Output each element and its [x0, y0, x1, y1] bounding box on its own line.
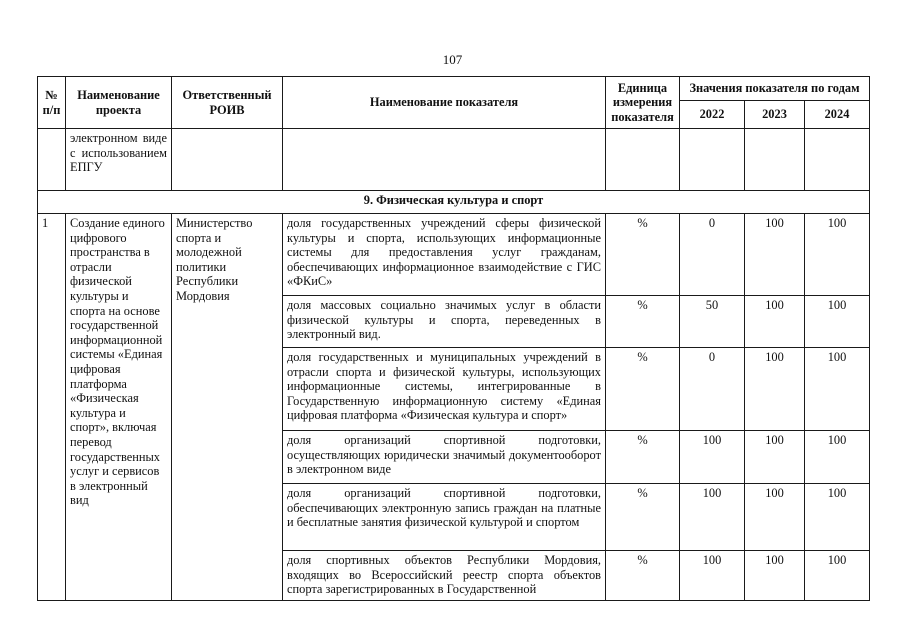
header-year-2022: 2022: [680, 101, 745, 129]
header-values-by-year: Значения показателя по годам: [680, 77, 870, 101]
indicator-name: доля государственных учреждений сферы физической культуры и спорта, использующих информационные системы для предоставления услуг гражданам, обеспечивающих информационное взаимодействие с ГИС «ФКиС»: [283, 214, 606, 296]
indicator-value-2024: 100: [805, 214, 870, 296]
indicator-value-2023: 100: [745, 551, 805, 601]
indicator-unit: %: [606, 551, 680, 601]
indicator-value-2024: 100: [805, 484, 870, 551]
indicator-name: доля организаций спортивной подготовки, осуществляющих юридически значимый документооборот в электронном виде: [283, 431, 606, 484]
indicator-value-2024: 100: [805, 551, 870, 601]
continuation-row: [38, 129, 870, 191]
header-indicator: Наименование показателя: [283, 77, 606, 129]
project-responsible: Министерство спорта и молодежной политики Республики Мордовия: [172, 214, 283, 601]
cell-empty: [606, 129, 680, 191]
indicator-value-2023: 100: [745, 214, 805, 296]
section-row: [38, 191, 870, 214]
indicator-value-2024: 100: [805, 348, 870, 431]
project-name: Создание единого цифрового пространства в отрасли физической культуры и спорта на основе государственной информационной системы «Единая цифровая платформа «Физическая культура и спорт», включая перевод государственных услуг и сервисов в электронный вид: [66, 214, 172, 601]
indicator-unit: %: [606, 296, 680, 348]
indicator-unit: %: [606, 484, 680, 551]
continuation-project-text: электронном виде с использованием ЕПГУ: [66, 129, 172, 191]
indicator-unit: %: [606, 214, 680, 296]
indicator-value-2022: 50: [680, 296, 745, 348]
indicator-value-2022: 0: [680, 214, 745, 296]
indicator-name: доля массовых социально значимых услуг в области физической культуры и спорта, переведенных в электронный вид.: [283, 296, 606, 348]
cell-empty: [38, 129, 66, 191]
indicator-value-2024: 100: [805, 296, 870, 348]
header-unit: Единица измерения показателя: [606, 77, 680, 129]
cell-empty: [745, 129, 805, 191]
indicators-table: [37, 76, 870, 601]
indicator-name: доля государственных и муниципальных учреждений в отрасли спорта и физической культуры, использующих информационные системы, интегрированные в Государственную информационную систему «Единая цифровая платформа «Физическая культура и спорт»: [283, 348, 606, 431]
indicator-value-2023: 100: [745, 431, 805, 484]
header-project: Наименование проекта: [66, 77, 172, 129]
indicator-value-2022: 100: [680, 431, 745, 484]
indicator-unit: %: [606, 348, 680, 431]
indicator-value-2023: 100: [745, 296, 805, 348]
page-number: 107: [442, 52, 463, 67]
header-responsible: Ответственный РОИВ: [172, 77, 283, 129]
header-year-2023: 2023: [745, 101, 805, 129]
project-num: 1: [38, 214, 66, 601]
indicator-value-2022: 0: [680, 348, 745, 431]
header-num: № п/п: [38, 77, 66, 129]
indicator-value-2023: 100: [745, 348, 805, 431]
header-year-2024: 2024: [805, 101, 870, 129]
indicator-value-2023: 100: [745, 484, 805, 551]
cell-empty: [283, 129, 606, 191]
table-row: [38, 214, 870, 296]
cell-empty: [172, 129, 283, 191]
cell-empty: [805, 129, 870, 191]
indicator-value-2022: 100: [680, 484, 745, 551]
section-title: 9. Физическая культура и спорт: [38, 191, 870, 214]
indicator-name: доля организаций спортивной подготовки, обеспечивающих электронную запись граждан на платные и бесплатные занятия физической культурой и спортом: [283, 484, 606, 551]
indicator-value-2022: 100: [680, 551, 745, 601]
cell-empty: [680, 129, 745, 191]
indicator-unit: %: [606, 431, 680, 484]
indicator-name: доля спортивных объектов Республики Мордовия, входящих во Всероссийский реестр спорта объектов спорта зарегистрированных в Государственной: [283, 551, 606, 601]
indicator-value-2024: 100: [805, 431, 870, 484]
